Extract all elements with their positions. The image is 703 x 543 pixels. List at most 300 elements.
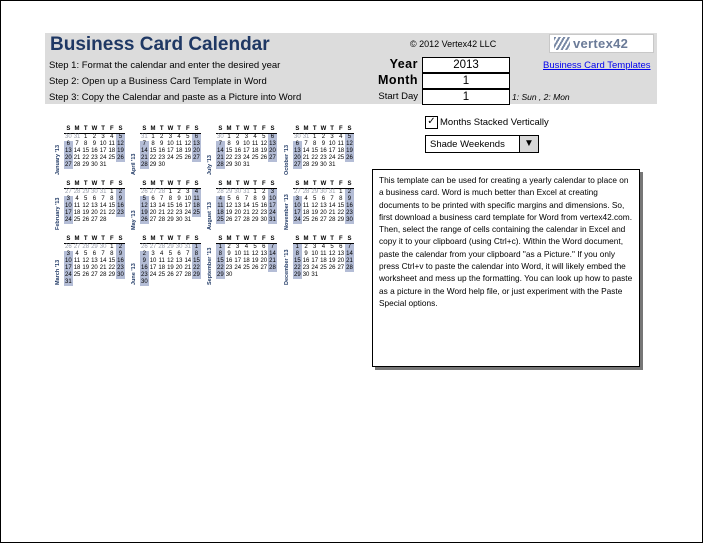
day-cell: 22	[108, 210, 116, 216]
day-cell: 28	[82, 244, 90, 250]
day-header: S	[270, 236, 275, 242]
day-cell: 24	[311, 265, 319, 271]
day-cell: 25	[193, 210, 200, 216]
day-cell: 11	[217, 203, 224, 209]
day-cell: 20	[149, 210, 157, 216]
day-cell: 3	[64, 196, 73, 203]
shade-weekends-dropdown[interactable]	[425, 135, 539, 153]
day-cell: 2	[304, 244, 308, 250]
day-cell: 13	[65, 148, 72, 154]
day-cell: 17	[294, 210, 301, 216]
month-label	[207, 245, 216, 285]
day-cell: 7	[345, 244, 354, 251]
week-row	[64, 265, 125, 272]
day-cell: 21	[73, 155, 81, 161]
day-header: T	[177, 181, 181, 187]
day-header: M	[226, 126, 232, 132]
calendar-month	[208, 236, 277, 286]
day-header: T	[253, 236, 257, 242]
day-cell: 27	[149, 189, 157, 195]
month-grid	[64, 236, 125, 286]
day-cell: 21	[243, 210, 250, 216]
day-cell: 17	[149, 265, 157, 271]
day-cell: 27	[193, 155, 200, 161]
day-cell: 12	[167, 258, 174, 264]
day-cell	[192, 279, 201, 286]
day-cell: 6	[268, 134, 277, 141]
week-row	[64, 217, 125, 224]
day-cell: 15	[337, 203, 345, 209]
month-label-text: January '13	[55, 144, 61, 175]
day-cell: 30	[99, 244, 107, 250]
day-cell: 5	[262, 134, 266, 140]
months-stacked-label: Months Stacked Vertically	[440, 117, 549, 128]
day-cell: 15	[217, 258, 224, 264]
day-cell	[107, 279, 116, 286]
month-label-text: July '13	[207, 155, 213, 175]
start-day-label: Start Day	[378, 91, 418, 102]
day-cell: 1	[84, 134, 88, 140]
day-cell: 29	[311, 162, 319, 168]
day-cell: 21	[99, 265, 107, 271]
business-card-templates-link[interactable]: Business Card Templates	[543, 60, 651, 71]
calendar-month	[132, 181, 201, 231]
month-input[interactable]: 1	[422, 73, 510, 89]
day-cell	[251, 272, 260, 279]
day-cell: 8	[313, 141, 317, 147]
week-row	[216, 155, 277, 162]
day-cell: 2	[116, 244, 125, 251]
day-header: T	[235, 236, 240, 242]
day-header: M	[226, 181, 232, 187]
day-cell: 6	[339, 244, 343, 250]
calendar-month	[132, 126, 201, 176]
day-cell: 7	[186, 251, 190, 257]
day-cell: 4	[75, 196, 79, 202]
day-header: S	[66, 126, 71, 132]
day-cell: 30	[91, 189, 98, 195]
day-header: F	[338, 236, 343, 242]
day-header: T	[83, 126, 88, 132]
day-cell: 14	[302, 148, 310, 154]
week-row	[140, 203, 201, 210]
calendar-month	[285, 181, 354, 231]
week-row	[64, 210, 125, 217]
day-header: T	[83, 181, 88, 187]
day-cell: 12	[141, 203, 148, 209]
day-cell	[259, 162, 268, 169]
day-cell: 4	[339, 134, 343, 140]
day-header: T	[235, 126, 240, 132]
start-day-input[interactable]: 1	[422, 89, 510, 105]
day-cell: 7	[330, 196, 334, 202]
week-row	[293, 134, 354, 141]
day-cell: 20	[269, 148, 276, 154]
day-cell: 27	[320, 217, 327, 223]
day-header: M	[150, 236, 156, 242]
week-row	[140, 265, 201, 272]
day-cell: 20	[294, 155, 301, 161]
day-cell: 10	[65, 203, 72, 209]
day-header: W	[320, 236, 327, 242]
day-cell: 13	[269, 141, 276, 147]
day-cell: 14	[184, 258, 192, 264]
day-cell: 25	[73, 217, 81, 223]
day-cell: 23	[260, 210, 268, 216]
day-cell: 18	[158, 265, 166, 271]
day-cell: 30	[260, 217, 268, 223]
day-cell: 29	[217, 272, 224, 278]
day-cell: 30	[175, 217, 183, 223]
day-cell: 17	[167, 148, 174, 154]
day-header: M	[303, 181, 309, 187]
week-row	[293, 189, 354, 196]
day-cell: 1	[110, 189, 114, 195]
day-cell: 19	[328, 258, 336, 264]
day-cell: 26	[82, 272, 90, 278]
day-cell: 11	[73, 258, 81, 264]
day-cell: 26	[65, 244, 72, 250]
day-cell: 11	[193, 196, 200, 202]
day-cell: 21	[184, 265, 192, 271]
day-cell: 28	[158, 189, 166, 195]
day-cell: 30	[320, 162, 327, 168]
day-cell: 29	[311, 189, 319, 195]
month-label	[55, 245, 64, 285]
day-cell: 2	[160, 134, 164, 140]
month-label	[131, 245, 140, 285]
day-cell: 7	[101, 251, 105, 257]
day-cell: 16	[175, 203, 183, 209]
day-header: M	[150, 126, 156, 132]
week-row	[140, 155, 201, 162]
day-cell: 29	[193, 272, 200, 278]
day-cell: 17	[328, 148, 336, 154]
day-cell	[259, 272, 268, 279]
day-header: F	[185, 126, 190, 132]
day-cell: 1	[110, 244, 114, 250]
day-header: S	[347, 126, 352, 132]
day-cell: 5	[330, 244, 334, 250]
day-cell	[107, 162, 116, 169]
day-cell: 19	[82, 265, 90, 271]
day-cell: 15	[311, 148, 319, 154]
day-cell: 31	[184, 217, 192, 223]
month-grid	[216, 236, 277, 279]
day-cell: 30	[175, 244, 183, 250]
day-cell: 15	[108, 258, 116, 264]
day-cell: 9	[160, 141, 164, 147]
day-header: W	[320, 126, 327, 132]
calendar-month	[56, 181, 125, 231]
day-cell: 8	[192, 251, 201, 258]
day-cell	[345, 272, 354, 279]
month-label-text: December '13	[284, 249, 290, 285]
day-cell: 6	[64, 141, 73, 148]
day-cell: 23	[117, 265, 124, 271]
day-cell: 1	[192, 244, 201, 251]
day-cell: 21	[158, 210, 166, 216]
day-cell: 12	[184, 141, 192, 147]
day-cell: 22	[311, 155, 319, 161]
day-cell: 16	[260, 203, 268, 209]
day-cell: 26	[117, 155, 124, 161]
day-header: T	[330, 126, 334, 132]
month-grid	[293, 181, 354, 224]
day-cell: 1	[227, 134, 231, 140]
month-label-text: February '13	[55, 197, 61, 230]
day-cell	[99, 279, 108, 286]
day-cell: 16	[302, 258, 310, 264]
day-header-row	[216, 126, 277, 134]
day-cell: 29	[82, 189, 90, 195]
day-cell: 26	[184, 155, 192, 161]
day-cell: 10	[243, 141, 250, 147]
month-label	[55, 190, 64, 230]
day-cell: 22	[82, 155, 90, 161]
day-header: M	[303, 236, 309, 242]
day-cell: 2	[116, 189, 125, 196]
day-cell: 7	[160, 196, 164, 202]
day-cell: 7	[268, 244, 277, 251]
day-cell	[268, 272, 277, 279]
day-header: S	[347, 236, 352, 242]
day-cell: 7	[75, 141, 79, 147]
day-cell: 29	[108, 272, 116, 278]
day-cell: 30	[225, 272, 233, 278]
day-cell: 16	[141, 265, 148, 271]
day-cell: 27	[269, 155, 276, 161]
day-cell: 28	[302, 162, 310, 168]
day-header: F	[261, 236, 266, 242]
calendar-month	[285, 236, 354, 286]
week-row	[140, 272, 201, 279]
day-cell: 4	[75, 251, 79, 257]
day-cell: 4	[160, 251, 164, 257]
day-cell: 9	[262, 196, 266, 202]
calendar-month	[56, 236, 125, 286]
day-header: S	[142, 236, 147, 242]
day-cell: 1	[253, 189, 257, 195]
year-input[interactable]: 2013	[422, 57, 510, 73]
day-cell: 31	[99, 189, 107, 195]
day-cell: 24	[65, 217, 72, 223]
day-header: F	[338, 181, 343, 187]
logo-text: vertex42	[573, 36, 629, 51]
day-header: S	[194, 126, 199, 132]
week-row	[140, 244, 201, 251]
day-header: F	[109, 236, 114, 242]
vertex42-logo[interactable]	[549, 34, 654, 53]
day-cell: 27	[149, 244, 157, 250]
week-row	[293, 217, 354, 224]
day-cell: 9	[345, 196, 354, 203]
copyright-text: © 2012 Vertex42 LLC	[410, 39, 497, 49]
dropdown-arrow-icon[interactable]: ▼	[519, 136, 538, 152]
day-cell: 19	[251, 258, 259, 264]
day-header: S	[218, 126, 223, 132]
day-cell: 12	[251, 251, 259, 257]
day-cell: 29	[294, 272, 301, 278]
day-cell: 25	[243, 265, 250, 271]
day-cell: 21	[269, 258, 276, 264]
week-row	[140, 279, 201, 286]
day-cell: 14	[217, 148, 224, 154]
week-row	[140, 196, 201, 203]
day-cell: 26	[251, 265, 259, 271]
day-header-row	[216, 236, 277, 244]
day-cell: 12	[328, 251, 336, 257]
week-row	[216, 134, 277, 141]
day-cell: 21	[346, 258, 353, 264]
day-cell: 30	[91, 162, 98, 168]
week-row	[293, 251, 354, 258]
day-cell: 25	[73, 272, 81, 278]
month-label-text: August '13	[207, 202, 213, 230]
day-header: W	[243, 181, 250, 187]
month-label-text: April '13	[131, 153, 137, 175]
day-cell: 12	[117, 141, 124, 147]
day-cell: 1	[313, 134, 317, 140]
day-cell: 21	[217, 155, 224, 161]
week-row	[216, 203, 277, 210]
week-row	[64, 196, 125, 203]
day-cell: 10	[184, 196, 192, 202]
year-label: Year	[389, 57, 418, 71]
day-cell: 26	[141, 189, 148, 195]
day-cell	[183, 279, 192, 286]
day-header: T	[159, 126, 164, 132]
week-row	[293, 162, 354, 169]
week-row	[64, 189, 125, 196]
day-cell: 28	[346, 265, 353, 271]
page-title: Business Card Calendar	[50, 34, 270, 55]
day-header: T	[159, 236, 164, 242]
month-label	[284, 245, 293, 285]
day-cell: 31	[328, 189, 336, 195]
day-cell: 26	[167, 272, 174, 278]
day-header: S	[295, 181, 300, 187]
day-cell: 20	[337, 258, 345, 264]
day-cell: 26	[328, 265, 336, 271]
step-2-text: Step 2: Open up a Business Card Template in Word	[49, 76, 267, 87]
month-label	[207, 190, 216, 230]
day-cell: 4	[304, 196, 308, 202]
week-row	[64, 141, 125, 148]
day-header: S	[142, 126, 147, 132]
day-cell: 10	[328, 141, 336, 147]
day-header: S	[194, 236, 199, 242]
day-header: W	[91, 126, 98, 132]
day-header: S	[66, 181, 71, 187]
day-header: M	[74, 236, 80, 242]
day-cell: 27	[91, 272, 98, 278]
day-cell: 2	[140, 251, 149, 258]
day-cell: 17	[269, 203, 276, 209]
day-cell: 23	[234, 155, 242, 161]
day-cell: 28	[158, 217, 166, 223]
day-cell: 27	[294, 162, 301, 168]
month-label-text: October '13	[284, 144, 290, 175]
day-header: T	[330, 181, 334, 187]
day-header-row	[64, 126, 125, 134]
day-cell: 6	[293, 141, 302, 148]
checkmark-icon: ✓	[427, 116, 436, 127]
day-header: S	[142, 181, 147, 187]
day-cell: 19	[311, 210, 319, 216]
day-cell: 22	[225, 155, 233, 161]
week-row	[64, 272, 125, 279]
day-cell: 8	[151, 141, 155, 147]
day-cell: 8	[84, 141, 88, 147]
day-cell: 21	[328, 210, 336, 216]
day-cell: 28	[217, 189, 224, 195]
day-header: F	[338, 126, 343, 132]
day-cell: 10	[149, 258, 157, 264]
day-cell: 26	[141, 244, 148, 250]
day-cell: 30	[158, 162, 166, 168]
month-label-text: November '13	[284, 194, 290, 230]
day-header: S	[118, 181, 123, 187]
day-header: T	[312, 236, 317, 242]
day-cell: 25	[217, 217, 224, 223]
months-stacked-checkbox[interactable]	[425, 116, 438, 129]
day-cell: 7	[101, 196, 105, 202]
day-header: T	[253, 181, 257, 187]
day-cell: 19	[117, 148, 124, 154]
day-cell: 31	[141, 134, 148, 140]
day-cell: 28	[328, 217, 336, 223]
day-cell	[90, 279, 99, 286]
day-cell: 15	[251, 203, 259, 209]
day-cell: 5	[84, 196, 88, 202]
day-cell: 19	[141, 210, 148, 216]
day-cell: 16	[346, 203, 353, 209]
day-cell	[175, 279, 184, 286]
week-row	[140, 189, 201, 196]
day-cell: 13	[294, 148, 301, 154]
day-cell: 11	[158, 258, 165, 264]
day-cell: 25	[251, 155, 259, 161]
day-cell: 28	[158, 244, 166, 250]
day-cell: 5	[140, 196, 149, 203]
day-cell: 29	[337, 217, 345, 223]
day-cell: 24	[65, 272, 72, 278]
day-header: M	[74, 181, 80, 187]
day-cell: 19	[167, 265, 174, 271]
day-cell: 9	[92, 141, 97, 147]
day-cell	[251, 162, 260, 169]
day-cell: 5	[168, 251, 173, 257]
day-cell: 14	[243, 203, 250, 209]
day-cell: 5	[313, 196, 317, 202]
month-label	[284, 190, 293, 230]
day-cell: 24	[149, 272, 157, 278]
day-cell: 22	[337, 210, 345, 216]
day-cell: 13	[175, 258, 183, 264]
day-header-row	[140, 181, 201, 189]
day-cell: 27	[65, 189, 72, 195]
day-cell: 2	[177, 189, 181, 195]
day-cell: 12	[346, 141, 353, 147]
day-cell: 15	[294, 258, 301, 264]
day-cell: 12	[82, 203, 90, 209]
day-cell: 29	[82, 162, 90, 168]
month-grid	[64, 126, 125, 169]
day-cell: 1	[293, 244, 302, 251]
day-cell: 26	[225, 217, 233, 223]
day-cell: 29	[167, 217, 174, 223]
